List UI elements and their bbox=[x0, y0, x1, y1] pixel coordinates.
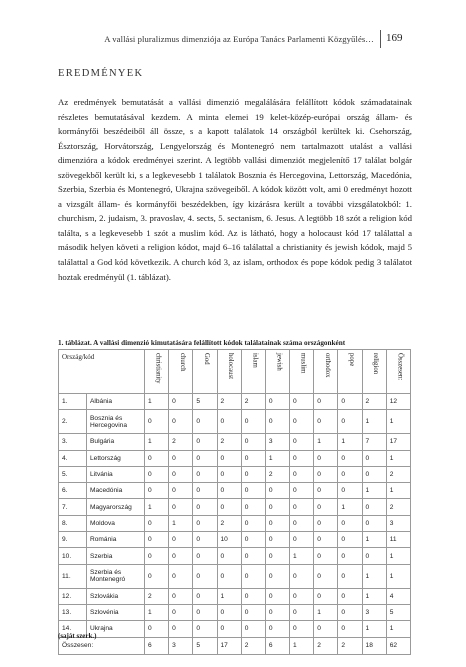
code-label: jewish bbox=[275, 353, 283, 371]
country-code-header: Ország/kód bbox=[59, 350, 145, 394]
value-cell: 0 bbox=[265, 564, 289, 588]
row-index: 5. bbox=[59, 466, 87, 482]
value-cell: 0 bbox=[169, 450, 193, 466]
value-cell: 5 bbox=[193, 394, 217, 410]
value-cell: 1 bbox=[290, 548, 314, 564]
country-cell: Szerbia és Montenegró bbox=[87, 564, 145, 588]
code-label: pope bbox=[347, 353, 355, 367]
country-cell: Litvánia bbox=[87, 466, 145, 482]
value-cell: 0 bbox=[193, 434, 217, 450]
value-cell: 0 bbox=[338, 604, 362, 620]
row-index: 11. bbox=[59, 564, 87, 588]
value-cell: 0 bbox=[290, 532, 314, 548]
value-cell: 0 bbox=[314, 466, 338, 482]
value-cell: 0 bbox=[169, 483, 193, 499]
code-header bbox=[386, 350, 410, 394]
value-cell: 0 bbox=[241, 532, 265, 548]
row-index: 14. bbox=[59, 621, 87, 637]
value-cell: 0 bbox=[290, 604, 314, 620]
value-cell: 0 bbox=[338, 564, 362, 588]
value-cell: 0 bbox=[338, 588, 362, 604]
value-cell: 11 bbox=[386, 532, 410, 548]
value-cell: 1 bbox=[145, 604, 169, 620]
code-label: religion bbox=[372, 353, 380, 375]
value-cell: 0 bbox=[145, 466, 169, 482]
value-cell: 0 bbox=[241, 548, 265, 564]
total-cell: 6 bbox=[145, 637, 169, 654]
row-index: 6. bbox=[59, 483, 87, 499]
value-cell: 0 bbox=[290, 450, 314, 466]
value-cell: 0 bbox=[338, 483, 362, 499]
value-cell: 0 bbox=[241, 483, 265, 499]
table-row bbox=[59, 434, 411, 450]
country-cell: Románia bbox=[87, 532, 145, 548]
value-cell: 0 bbox=[193, 588, 217, 604]
value-cell: 0 bbox=[217, 604, 241, 620]
value-cell: 0 bbox=[145, 450, 169, 466]
value-cell: 0 bbox=[193, 564, 217, 588]
country-cell: Albánia bbox=[87, 394, 145, 410]
value-cell: 0 bbox=[217, 621, 241, 637]
value-cell: 0 bbox=[193, 483, 217, 499]
value-cell: 0 bbox=[362, 466, 386, 482]
table-row bbox=[59, 410, 411, 434]
value-cell: 0 bbox=[145, 564, 169, 588]
value-cell: 0 bbox=[314, 515, 338, 531]
table-header-row bbox=[59, 350, 411, 394]
row-index: 8. bbox=[59, 515, 87, 531]
table-row bbox=[59, 499, 411, 515]
value-cell: 1 bbox=[314, 434, 338, 450]
value-cell: 0 bbox=[169, 548, 193, 564]
value-cell: 0 bbox=[145, 621, 169, 637]
value-cell: 0 bbox=[217, 410, 241, 434]
value-cell: 0 bbox=[193, 604, 217, 620]
page-number: 169 bbox=[386, 32, 403, 44]
value-cell: 0 bbox=[314, 588, 338, 604]
value-cell: 0 bbox=[193, 410, 217, 434]
value-cell: 0 bbox=[265, 532, 289, 548]
total-label: Összesen: bbox=[59, 637, 145, 654]
value-cell: 0 bbox=[338, 450, 362, 466]
value-cell: 0 bbox=[338, 532, 362, 548]
value-cell: 0 bbox=[314, 548, 338, 564]
value-cell: 0 bbox=[217, 499, 241, 515]
value-cell: 0 bbox=[241, 564, 265, 588]
value-cell: 0 bbox=[265, 621, 289, 637]
value-cell: 0 bbox=[145, 548, 169, 564]
value-cell: 1 bbox=[362, 483, 386, 499]
value-cell: 0 bbox=[338, 548, 362, 564]
value-cell: 1 bbox=[386, 548, 410, 564]
value-cell: 0 bbox=[145, 515, 169, 531]
value-cell: 1 bbox=[386, 410, 410, 434]
value-cell: 0 bbox=[241, 621, 265, 637]
value-cell: 0 bbox=[314, 450, 338, 466]
value-cell: 12 bbox=[386, 394, 410, 410]
value-cell: 1 bbox=[386, 621, 410, 637]
value-cell: 0 bbox=[314, 483, 338, 499]
value-cell: 0 bbox=[290, 499, 314, 515]
value-cell: 0 bbox=[362, 548, 386, 564]
value-cell: 0 bbox=[193, 515, 217, 531]
table-row bbox=[59, 548, 411, 564]
value-cell: 0 bbox=[290, 564, 314, 588]
value-cell: 0 bbox=[290, 466, 314, 482]
value-cell: 0 bbox=[338, 621, 362, 637]
value-cell: 5 bbox=[386, 604, 410, 620]
code-header bbox=[217, 350, 241, 394]
value-cell: 1 bbox=[386, 450, 410, 466]
code-label: holocaust bbox=[227, 353, 235, 380]
value-cell: 1 bbox=[338, 434, 362, 450]
value-cell: 1 bbox=[386, 564, 410, 588]
value-cell: 1 bbox=[145, 394, 169, 410]
code-header bbox=[193, 350, 217, 394]
value-cell: 1 bbox=[169, 515, 193, 531]
value-cell: 0 bbox=[290, 621, 314, 637]
table-row bbox=[59, 394, 411, 410]
value-cell: 0 bbox=[265, 515, 289, 531]
value-cell: 0 bbox=[193, 548, 217, 564]
value-cell: 0 bbox=[169, 466, 193, 482]
total-cell: 1 bbox=[290, 637, 314, 654]
value-cell: 7 bbox=[362, 434, 386, 450]
value-cell: 1 bbox=[362, 532, 386, 548]
country-cell: Moldova bbox=[87, 515, 145, 531]
code-label: orthodox bbox=[323, 353, 331, 378]
code-header bbox=[169, 350, 193, 394]
value-cell: 0 bbox=[145, 483, 169, 499]
value-cell: 0 bbox=[193, 450, 217, 466]
table-row bbox=[59, 564, 411, 588]
section-heading: EREDMÉNYEK bbox=[58, 68, 144, 79]
value-cell: 0 bbox=[145, 532, 169, 548]
country-cell: Szlovénia bbox=[87, 604, 145, 620]
value-cell: 0 bbox=[290, 394, 314, 410]
code-header bbox=[338, 350, 362, 394]
value-cell: 1 bbox=[145, 499, 169, 515]
value-cell: 1 bbox=[386, 483, 410, 499]
value-cell: 0 bbox=[314, 410, 338, 434]
value-cell: 0 bbox=[265, 604, 289, 620]
country-cell: Ukrajna bbox=[87, 621, 145, 637]
value-cell: 1 bbox=[338, 499, 362, 515]
value-cell: 0 bbox=[169, 394, 193, 410]
row-index: 4. bbox=[59, 450, 87, 466]
value-cell: 1 bbox=[362, 588, 386, 604]
table-row bbox=[59, 515, 411, 531]
value-cell: 0 bbox=[290, 434, 314, 450]
code-header bbox=[362, 350, 386, 394]
value-cell: 2 bbox=[169, 434, 193, 450]
value-cell: 0 bbox=[169, 621, 193, 637]
source-note: (saját szerk.) bbox=[58, 632, 97, 640]
table-row bbox=[59, 588, 411, 604]
results-table bbox=[58, 349, 411, 655]
row-index: 2. bbox=[59, 410, 87, 434]
value-cell: 0 bbox=[169, 588, 193, 604]
value-cell: 0 bbox=[362, 515, 386, 531]
value-cell: 0 bbox=[314, 564, 338, 588]
code-label: islam bbox=[251, 353, 259, 368]
row-index: 10. bbox=[59, 548, 87, 564]
value-cell: 17 bbox=[386, 434, 410, 450]
table-row bbox=[59, 604, 411, 620]
value-cell: 1 bbox=[362, 410, 386, 434]
value-cell: 0 bbox=[193, 499, 217, 515]
running-head: A vallási pluralizmus dimenziója az Európa Tanács Parlamenti Közgyűlés… bbox=[104, 34, 374, 44]
country-cell: Szlovákia bbox=[87, 588, 145, 604]
header-divider bbox=[380, 30, 381, 48]
country-cell: Szerbia bbox=[87, 548, 145, 564]
total-cell: 17 bbox=[217, 637, 241, 654]
table-row bbox=[59, 483, 411, 499]
value-cell: 0 bbox=[290, 588, 314, 604]
value-cell: 0 bbox=[241, 450, 265, 466]
value-cell: 0 bbox=[241, 588, 265, 604]
value-cell: 1 bbox=[362, 564, 386, 588]
value-cell: 0 bbox=[290, 483, 314, 499]
value-cell: 0 bbox=[314, 499, 338, 515]
total-cell: 2 bbox=[241, 637, 265, 654]
value-cell: 3 bbox=[362, 604, 386, 620]
value-cell: 0 bbox=[265, 483, 289, 499]
country-cell: Magyarország bbox=[87, 499, 145, 515]
total-cell: 2 bbox=[338, 637, 362, 654]
value-cell: 0 bbox=[314, 394, 338, 410]
table-body bbox=[59, 394, 411, 638]
value-cell: 0 bbox=[169, 410, 193, 434]
value-cell: 2 bbox=[217, 515, 241, 531]
value-cell: 0 bbox=[217, 548, 241, 564]
table-row bbox=[59, 450, 411, 466]
value-cell: 1 bbox=[217, 588, 241, 604]
total-row bbox=[59, 637, 411, 654]
value-cell: 0 bbox=[169, 499, 193, 515]
country-cell: Bulgária bbox=[87, 434, 145, 450]
code-header bbox=[290, 350, 314, 394]
value-cell: 3 bbox=[265, 434, 289, 450]
value-cell: 0 bbox=[338, 466, 362, 482]
value-cell: 0 bbox=[314, 621, 338, 637]
value-cell: 0 bbox=[241, 466, 265, 482]
table-row bbox=[59, 466, 411, 482]
value-cell: 1 bbox=[265, 450, 289, 466]
value-cell: 0 bbox=[241, 515, 265, 531]
value-cell: 4 bbox=[386, 588, 410, 604]
total-cell: 6 bbox=[265, 637, 289, 654]
row-index: 7. bbox=[59, 499, 87, 515]
value-cell: 1 bbox=[314, 604, 338, 620]
row-index: 3. bbox=[59, 434, 87, 450]
value-cell: 0 bbox=[265, 499, 289, 515]
value-cell: 0 bbox=[265, 548, 289, 564]
value-cell: 0 bbox=[290, 515, 314, 531]
value-cell: 0 bbox=[241, 604, 265, 620]
value-cell: 2 bbox=[362, 394, 386, 410]
value-cell: 0 bbox=[338, 394, 362, 410]
row-index: 9. bbox=[59, 532, 87, 548]
total-cell: 2 bbox=[314, 637, 338, 654]
value-cell: 0 bbox=[169, 564, 193, 588]
value-cell: 0 bbox=[265, 588, 289, 604]
value-cell: 0 bbox=[265, 394, 289, 410]
total-cell: 3 bbox=[169, 637, 193, 654]
value-cell: 0 bbox=[217, 483, 241, 499]
value-cell: 0 bbox=[193, 532, 217, 548]
code-label: church bbox=[178, 353, 186, 372]
code-label: muslim bbox=[299, 353, 307, 374]
code-label: God bbox=[202, 353, 210, 365]
value-cell: 10 bbox=[217, 532, 241, 548]
value-cell: 0 bbox=[145, 410, 169, 434]
value-cell: 0 bbox=[314, 532, 338, 548]
value-cell: 0 bbox=[241, 499, 265, 515]
value-cell: 0 bbox=[338, 515, 362, 531]
value-cell: 1 bbox=[362, 621, 386, 637]
table-caption: 1. táblázat. A vallási dimenzió kimutatására felállított kódok találatainak száma országonként bbox=[58, 339, 346, 347]
code-label: christianity bbox=[154, 353, 162, 384]
value-cell: 2 bbox=[145, 588, 169, 604]
row-index: 1. bbox=[59, 394, 87, 410]
value-cell: 0 bbox=[169, 604, 193, 620]
country-cell: Lettország bbox=[87, 450, 145, 466]
value-cell: 1 bbox=[145, 434, 169, 450]
code-label: Összesen: bbox=[396, 353, 404, 381]
value-cell: 0 bbox=[193, 466, 217, 482]
value-cell: 0 bbox=[217, 466, 241, 482]
value-cell: 2 bbox=[217, 394, 241, 410]
body-paragraph: Az eredmények bemutatását a vallási dimenzió megalálására felállított kódok számadatainak részletes bemutatásával kezdem. A minta elemei 19 kelet-közép-európai ország állam- és kormányfői beszédeiből áll össze, s a kapott találatok 14 országból kerültek ki. Csehország, Észtország, Horvátország, Lengyelország és Montenegró nem tartalmazott utalást a vallási dimenzióra a kódok eredményei szerint. A legtöbb vallási dimenziót megjelenítő 17 találat bolgár szövegekből került ki, s a legkevesebb 1 találatok Bosznia és Hercegovina, Lettország, Macedónia, Szerbia, Szerbia és Montenegró, Ukrajna szövegeiből. A kódok között volt, ami 0 eredményt hozott a vizsgált állam- és kormányfői beszédekben, így kizárásra került a további vizsgálatokból: 1. churchism, 2. judaism, 3. pravoslav, 4. sects, 5. sectanism, 6. Jesus. A legtöbb 18 szót a religion kód találta, s a legkevesebb 1 szót a muslim kód. Az is látható, hogy a holocaust kód 17 találattal a második helyen követi a religion kódot, majd 6–16 találattal a christianity és jewish kódok, majd 5 találattal a God kód következik. A church kód 3, az islam, orthodox és pope kódok pedig 3 találatot hoztak eredményül (1. táblázat). bbox=[58, 97, 412, 282]
value-cell: 2 bbox=[386, 466, 410, 482]
row-index: 13. bbox=[59, 604, 87, 620]
value-cell: 0 bbox=[241, 410, 265, 434]
code-header bbox=[265, 350, 289, 394]
value-cell: 0 bbox=[193, 621, 217, 637]
value-cell: 0 bbox=[169, 532, 193, 548]
value-cell: 2 bbox=[241, 394, 265, 410]
value-cell: 0 bbox=[217, 564, 241, 588]
table-row bbox=[59, 621, 411, 637]
code-header bbox=[145, 350, 169, 394]
table-row bbox=[59, 532, 411, 548]
value-cell: 3 bbox=[386, 515, 410, 531]
value-cell: 2 bbox=[217, 434, 241, 450]
value-cell: 0 bbox=[217, 450, 241, 466]
total-cell: 18 bbox=[362, 637, 386, 654]
value-cell: 0 bbox=[362, 499, 386, 515]
value-cell: 0 bbox=[290, 410, 314, 434]
code-header bbox=[241, 350, 265, 394]
total-cell: 62 bbox=[386, 637, 410, 654]
country-cell: Macedónia bbox=[87, 483, 145, 499]
row-index: 12. bbox=[59, 588, 87, 604]
value-cell: 2 bbox=[265, 466, 289, 482]
total-cell: 5 bbox=[193, 637, 217, 654]
value-cell: 0 bbox=[241, 434, 265, 450]
country-cell: Bosznia és Hercegovina bbox=[87, 410, 145, 434]
code-header bbox=[314, 350, 338, 394]
value-cell: 0 bbox=[338, 410, 362, 434]
value-cell: 0 bbox=[362, 450, 386, 466]
value-cell: 2 bbox=[386, 499, 410, 515]
value-cell: 0 bbox=[265, 410, 289, 434]
